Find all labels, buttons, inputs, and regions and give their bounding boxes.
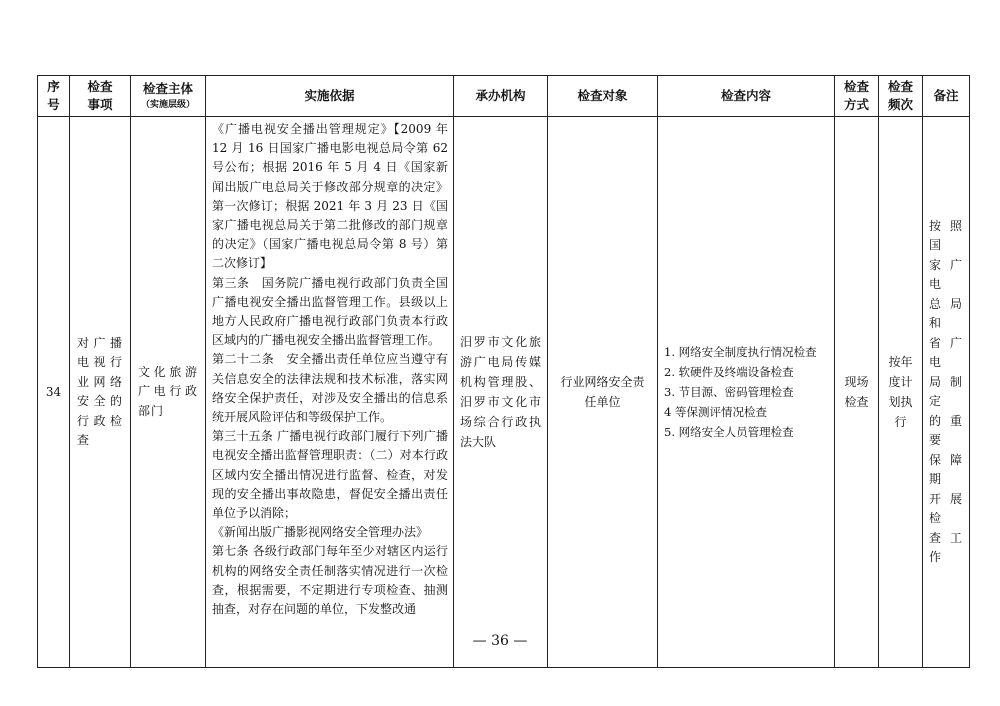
- cell-freq: 按年 度计 划执 行: [879, 117, 923, 668]
- cell-basis: [206, 117, 454, 668]
- cell-object: 行业网络安全责任单位: [548, 117, 658, 668]
- content-item: 3. 节目源、密码管理检查: [664, 385, 794, 399]
- header-row: [38, 76, 970, 117]
- basis-paragraph: 《新闻出版广播影视网络安全管理办法》: [212, 525, 429, 540]
- header-seq: 序 号: [38, 76, 70, 117]
- basis-paragraph: 第七条 各级行政部门每年至少对辖区内运行机构的网络安全责任制落实情况进行一次检查，根据需要，不定期进行专项检查、抽测抽查，对存在问题的单位，下发整改通: [212, 544, 448, 617]
- basis-paragraph: 《广播电视安全播出管理规定》【2009 年 12 月 16 日国家广播电影电视总局令第 62 号公布；根据 2016 年 5 月 4 日《国家新闻出版广电总局关于修改部分规章的决定》第一次修订；根据 2021 年 3 月 23 日《国家广播电视总局关于第二批修改的部门规章的决定》（国家广播电视总局令第 8 号）第二次修订】: [212, 122, 448, 271]
- header-content: 检查内容: [658, 76, 835, 117]
- content-item: 4 等保测评情况检查: [664, 405, 767, 419]
- cell-org: 汨罗市文化旅游广电局传媒机构管理股、汨罗市文化市场综合行政执法大队: [454, 117, 548, 668]
- header-org: 承办机构: [454, 76, 548, 117]
- header-subject-sub: （实施层级）: [140, 100, 195, 110]
- header-item: 检查 事项: [70, 76, 131, 117]
- content-item: 5. 网络安全人员管理检查: [664, 425, 794, 439]
- header-method: 检查 方式: [835, 76, 879, 117]
- header-basis: 实施依据: [206, 76, 454, 117]
- content-item: 1. 网络安全制度执行情况检查: [664, 345, 817, 359]
- page-number: — 36 —: [472, 633, 528, 649]
- content-item: 2. 软硬件及终端设备检查: [664, 365, 794, 379]
- cell-seq: 34: [38, 117, 70, 668]
- basis-paragraph: 第二十二条 安全播出责任单位应当遵守有关信息安全的法律法规和技术标准，落实网络安全保护责任，对涉及安全播出的信息系统开展风险评估和等级保护工作。: [212, 352, 448, 425]
- basis-paragraph: 第三条 国务院广播电视行政部门负责全国广播电视安全播出监督管理工作。县级以上地方人民政府广播电视行政部门负责本行政区域内的广播电视安全播出监督管理工作。: [212, 275, 448, 348]
- header-note: 备注: [923, 76, 970, 117]
- inspection-table: [37, 75, 970, 668]
- cell-method: 现场 检查: [835, 117, 879, 668]
- basis-paragraph: 第三十五条 广播电视行政部门履行下列广播电视安全播出监督管理职责：（二）对本行政区域内安全播出情况进行监督、检查，对发现的安全播出事故隐患，督促安全播出责任单位予以消除；: [212, 429, 448, 521]
- cell-content: [658, 117, 835, 668]
- cell-item: 对广播 电视行 业网络 安全的 行政检 查: [70, 117, 131, 668]
- cell-subject: 文化旅游 广电行政 部门: [131, 117, 206, 668]
- cell-note: 按照国 家广电 总局和 省广电 局制定 的重要 保障期 开展检 查工作: [923, 117, 970, 668]
- header-object: 检查对象: [548, 76, 658, 117]
- header-subject: 检查主体 （实施层级）: [131, 76, 206, 117]
- table-row: [38, 117, 970, 668]
- header-freq: 检查 频次: [879, 76, 923, 117]
